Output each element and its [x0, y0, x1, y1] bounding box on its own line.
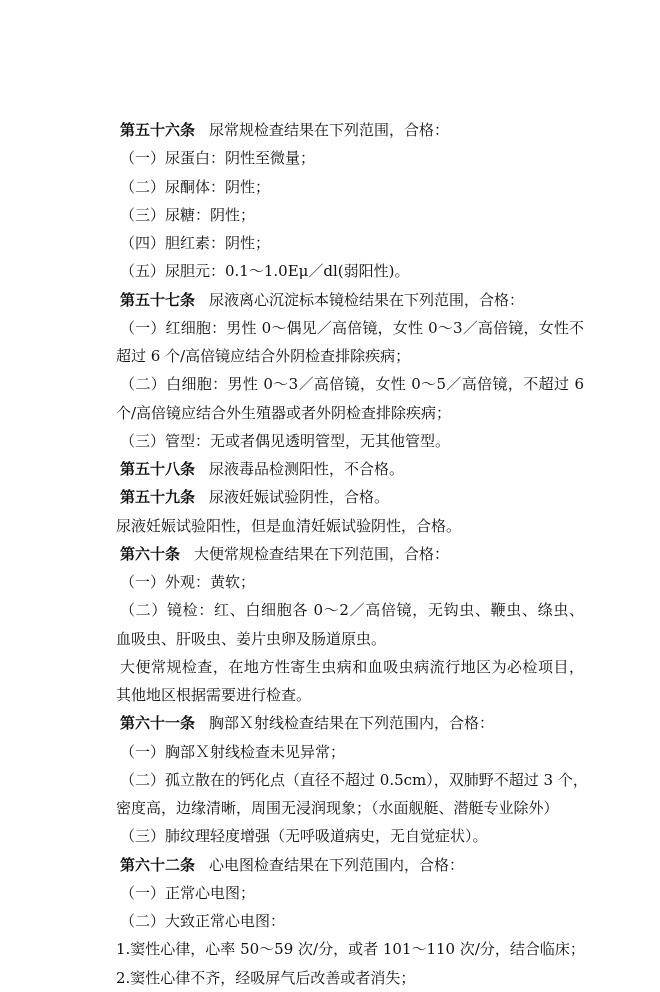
numbered-item: 1.窦性心律，心率 50～59 次/分，或者 101～110 次/分，结合临床； — [116, 940, 585, 959]
article-text: 心电图检查结果在下列范围内，合格： — [209, 855, 465, 874]
article-text: 胸部Ｘ射线检查结果在下列范围内，合格： — [209, 714, 495, 733]
list-item: （一）外观：黄软； — [120, 573, 256, 591]
article-heading: 第五十九条 — [120, 488, 196, 507]
list-item: （五）尿胆元：0.1～1.0Eμ／dl(弱阳性)。 — [120, 262, 410, 281]
list-item-continuation: 密度高，边缘清晰，周围无浸润现象；（水面舰艇、潜艇专业除外） — [116, 799, 559, 817]
list-item: （二）白细胞：男性 0～3／高倍镜，女性 0～5／高倍镜，不超过 6 — [120, 375, 584, 394]
list-item: （三）尿糖：阴性； — [120, 205, 256, 224]
list-item: （三）管型：无或者偶见透明管型，无其他管型。 — [120, 431, 451, 450]
article-57-line — [0, 286, 660, 314]
document-body — [0, 116, 660, 992]
article-heading: 第五十八条 — [120, 460, 196, 478]
article-59-line — [0, 483, 660, 511]
paragraph-continuation: 其他地区根据需要进行检查。 — [116, 686, 312, 704]
list-item: （二）孤立散在的钙化点（直径不超过 0.5cm），双肺野不超过 3 个， — [120, 770, 588, 789]
article-text: 尿液毒品检测阳性，不合格。 — [209, 460, 405, 478]
article-61-line — [0, 709, 660, 737]
list-item: （二）大致正常心电图： — [120, 912, 286, 930]
list-item: （三）肺纹理轻度增强（无呼吸道病史，无自觉症状）。 — [120, 827, 488, 846]
article-text: 尿常规检查结果在下列范围，合格： — [209, 121, 450, 139]
paragraph: 大便常规检查，在地方性寄生虫病和血吸虫病流行地区为必检项目， — [120, 657, 584, 676]
article-heading: 第五十七条 — [120, 290, 196, 309]
list-item-continuation: 血吸虫、肝吸虫、姜片虫卵及肠道原虫。 — [116, 629, 387, 648]
list-item: （一）正常心电图； — [120, 883, 256, 902]
article-60-line — [0, 540, 660, 568]
article-62-line — [0, 851, 660, 879]
article-56-line — [0, 116, 660, 144]
list-item-continuation: 个/高倍镜应结合外生殖器或者外阴检查排除疾病； — [116, 403, 452, 422]
list-item: （一）尿蛋白：阴性至微量； — [120, 149, 316, 168]
list-item: （一）红细胞：男性 0～偶见／高倍镜，女性 0～3／高倍镜，女性不 — [120, 318, 584, 337]
article-text: 大便常规检查结果在下列范围，合格： — [194, 544, 450, 563]
article-text: 尿液离心沉淀标本镜检结果在下列范围，合格： — [209, 290, 525, 309]
paragraph: 尿液妊娠试验阳性，但是血清妊娠试验阴性，合格。 — [116, 516, 462, 535]
article-heading: 第六十条 — [120, 544, 181, 563]
article-58-line — [0, 455, 660, 483]
article-heading: 第五十六条 — [120, 121, 196, 139]
article-heading: 第六十二条 — [120, 855, 196, 874]
list-item: （一）胸部Ｘ射线检查未见异常； — [120, 742, 346, 761]
list-item: （二）尿酮体：阴性； — [120, 177, 271, 196]
numbered-item: 2.窦性心律不齐，经吸屏气后改善或者消失； — [116, 968, 416, 987]
list-item-continuation: 超过 6 个/高倍镜应结合外阴检查排除疾病； — [116, 347, 411, 365]
article-heading: 第六十一条 — [120, 714, 196, 733]
article-text: 尿液妊娠试验阴性，合格。 — [209, 488, 390, 507]
list-item: （四）胆红素：阴性； — [120, 234, 271, 252]
list-item: （二）镜检：红、白细胞各 0～2／高倍镜，无钩虫、鞭虫、绦虫、 — [120, 601, 584, 620]
